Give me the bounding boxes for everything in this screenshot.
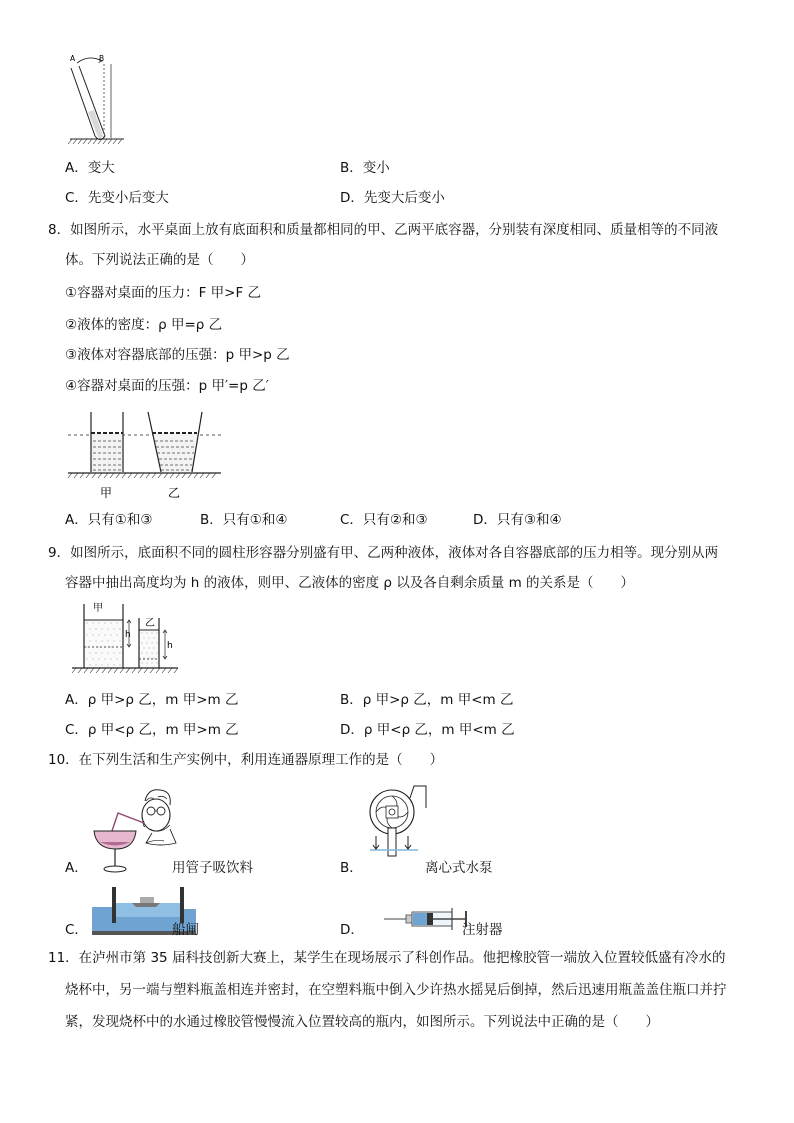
- q8-statement-4: ④容器对桌面的压强：p 甲′=p 乙′: [65, 378, 269, 394]
- q11-stem-line2: 烧杯中，另一端与塑料瓶盖相连并密封，在空塑料瓶中倒入少许热水摇晃后倒掉，然后迅速用瓶盖盖住瓶口并拧: [65, 982, 727, 998]
- q9-label-h2: h: [167, 641, 173, 651]
- q10-stem: 10．在下列生活和生产实例中，利用连通器原理工作的是（ ）: [48, 752, 444, 768]
- q9-stem-line1: 9．如图所示，底面积不同的圆柱形容器分别盛有甲、乙两种液体，液体对各自容器底部的压力相等。现分别从两: [48, 545, 719, 561]
- q10-option-a-key[interactable]: A．: [65, 860, 88, 876]
- q11-stem-line3: 紧，发现烧杯中的水通过橡胶管慢慢流入位置较高的瓶内，如图所示。下列说法中正确的是（ ）: [65, 1014, 659, 1030]
- q7-tilted-tube-figure: [62, 50, 132, 145]
- q9-option-b[interactable]: B．ρ 甲>ρ 乙，m 甲<m 乙: [340, 692, 514, 708]
- q10-option-c-key[interactable]: C．: [65, 922, 88, 938]
- q9-label-jia: 甲: [93, 603, 103, 614]
- q10-option-a-caption: 用管子吸饮料: [172, 860, 253, 876]
- q10-option-d-key[interactable]: D．: [340, 922, 364, 938]
- q8-containers-figure: [66, 408, 226, 502]
- q8-label-yi: 乙: [168, 486, 181, 500]
- q10-option-b-key[interactable]: B．: [340, 860, 363, 876]
- q8-option-b[interactable]: B．只有①和④: [200, 512, 288, 528]
- q9-label-yi: 乙: [145, 618, 155, 629]
- q7-label-b: B: [99, 54, 105, 63]
- q10-option-a-straw-drinking-image[interactable]: [90, 785, 185, 877]
- q8-statement-3: ③液体对容器底部的压强：p 甲>p 乙: [65, 347, 290, 363]
- q8-option-a[interactable]: A．只有①和③: [65, 512, 153, 528]
- q9-option-c[interactable]: C．ρ 甲<ρ 乙，m 甲>m 乙: [65, 722, 239, 738]
- q10-option-d-caption: 注射器: [462, 922, 503, 938]
- q7-option-b[interactable]: B．变小: [340, 160, 390, 176]
- q10-option-b-centrifugal-pump-image[interactable]: [362, 780, 432, 870]
- q8-label-jia: 甲: [100, 486, 113, 500]
- q10-option-c-caption: 船闸: [172, 922, 199, 938]
- q11-stem-line1: 11．在泸州市第 35 届科技创新大赛上，某学生在现场展示了科创作品。他把橡胶管一端放入位置较低盛有冷水的: [48, 950, 726, 966]
- q7-option-d[interactable]: D．先变大后变小: [340, 190, 445, 206]
- q9-option-a[interactable]: A．ρ 甲>ρ 乙，m 甲>m 乙: [65, 692, 239, 708]
- q8-stem-line2: 体。下列说法正确的是（ ）: [65, 252, 254, 268]
- q9-cylinders-figure: [66, 600, 196, 680]
- q8-statement-1: ①容器对桌面的压力：F 甲>F 乙: [65, 285, 262, 301]
- q9-option-d[interactable]: D．ρ 甲<ρ 乙，m 甲<m 乙: [340, 722, 515, 738]
- q9-stem-line2: 容器中抽出高度均为 h 的液体，则甲、乙液体的密度 ρ 以及各自剩余质量 m 的关系是（ ）: [65, 575, 635, 591]
- q8-statement-2: ②液体的密度：ρ 甲=ρ 乙: [65, 317, 223, 333]
- q7-option-c[interactable]: C．先变小后变大: [65, 190, 169, 206]
- q9-label-h1: h: [125, 630, 131, 640]
- q10-option-b-caption: 离心式水泵: [425, 860, 493, 876]
- q7-option-a[interactable]: A．变大: [65, 160, 115, 176]
- q7-label-a: A: [70, 54, 76, 63]
- q8-option-c[interactable]: C．只有②和③: [340, 512, 428, 528]
- q8-option-d[interactable]: D．只有③和④: [473, 512, 562, 528]
- q8-stem-line1: 8．如图所示，水平桌面上放有底面积和质量都相同的甲、乙两平底容器，分别装有深度相同、质量相等的不同液: [48, 222, 719, 238]
